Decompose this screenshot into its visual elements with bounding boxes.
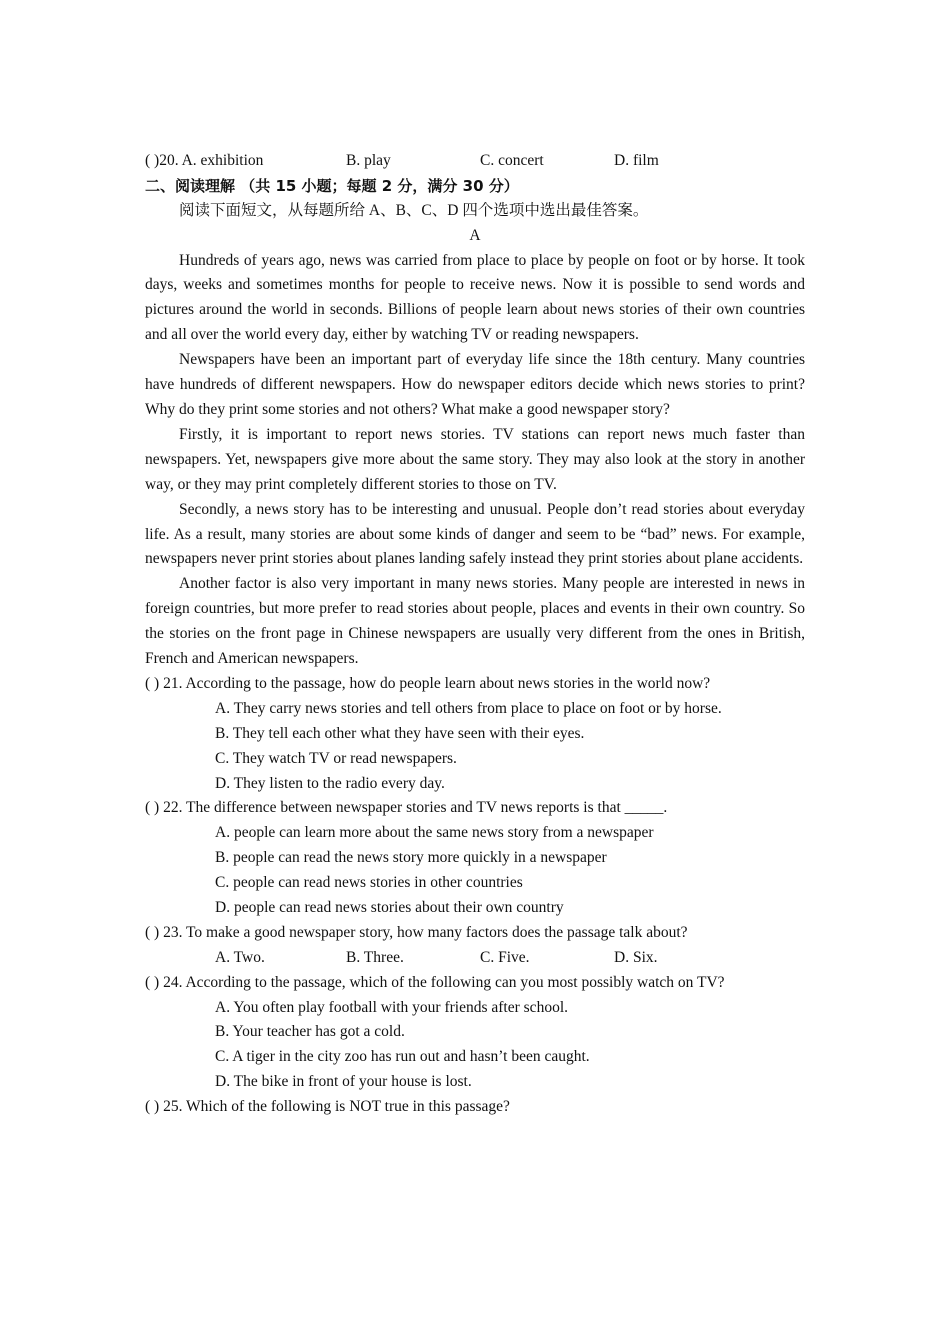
q22-option-c: C. people can read news stories in other countries bbox=[215, 874, 523, 892]
q23-option-c: C. Five. bbox=[480, 948, 530, 966]
q20-option-d: D. film bbox=[614, 152, 659, 169]
q24-stem: ( ) 24. According to the passage, which of the following can you most possibly watch on TV? bbox=[145, 973, 725, 991]
q22-option-d: D. people can read news stories about their own country bbox=[215, 898, 564, 916]
q21-option-b: B. They tell each other what they have seen with their eyes. bbox=[215, 724, 585, 742]
q20-option-c: C. concert bbox=[480, 152, 544, 169]
q25-stem: ( ) 25. Which of the following is NOT true in this passage? bbox=[145, 1098, 510, 1116]
paragraph-3: Firstly, it is important to report news stories. TV stations can report news much faster than newspapers. Yet, newspapers give more about the same story. They may also look at the story in another way, or they may print completely different stories to those on TV. bbox=[145, 425, 805, 493]
q24-option-a: A. You often play football with your friends after school. bbox=[215, 998, 568, 1016]
q23-option-a: A. Two. bbox=[215, 948, 265, 966]
q22-option-b: B. people can read the news story more quickly in a newspaper bbox=[215, 849, 607, 867]
q24-option-d: D. The bike in front of your house is lost. bbox=[215, 1073, 472, 1091]
q21-option-a: A. They carry news stories and tell others from place to place on foot or by horse. bbox=[215, 699, 722, 717]
q22-option-a: A. people can learn more about the same news story from a newspaper bbox=[215, 824, 654, 842]
instruction: 阅读下面短文，从每题所给 A、B、C、D 四个选项中选出最佳答案。 bbox=[179, 201, 649, 219]
q20-option-b: B. play bbox=[346, 152, 391, 169]
q23-option-b: B. Three. bbox=[346, 948, 404, 966]
q21-option-d: D. They listen to the radio every day. bbox=[215, 774, 445, 792]
section-heading: 二、阅读理解 （共 15 小题；每题 2 分，满分 30 分） bbox=[145, 176, 519, 195]
question-20 bbox=[145, 149, 805, 174]
q20-prefix: ( )20. A. exhibition bbox=[145, 152, 264, 169]
q21-stem: ( ) 21. According to the passage, how do people learn about news stories in the world now? bbox=[145, 674, 711, 692]
q24-option-b: B. Your teacher has got a cold. bbox=[215, 1023, 405, 1041]
q23-option-d: D. Six. bbox=[614, 948, 658, 966]
q22-stem: ( ) 22. The difference between newspaper stories and TV news reports is that _____. bbox=[145, 799, 668, 817]
paragraph-5: Another factor is also very important in many news stories. Many people are interested in news in foreign countries, but more prefer to read stories about people, places and events in their own country. So the stories on the front page in Chinese newspapers are usually very different from the ones in British, French and American newspapers. bbox=[145, 575, 805, 668]
paragraph-4: Secondly, a news story has to be interesting and unusual. People don’t read stories about everyday life. As a result, many stories are about some kinds of danger and seem to be “bad” news. For example, newspapers never print stories about planes landing safely instead they print stories about plane accidents. bbox=[145, 500, 805, 568]
q23-stem: ( ) 23. To make a good newspaper story, how many factors does the passage talk about? bbox=[145, 923, 688, 941]
exam-page bbox=[145, 149, 805, 1120]
q24-option-c: C. A tiger in the city zoo has run out and hasn’t been caught. bbox=[215, 1048, 590, 1066]
paragraph-2: Newspapers have been an important part of everyday life since the 18th century. Many countries have hundreds of different newspapers. How do newspaper editors decide which news stories to print? Why do they print some stories and not others? What make a good newspaper story? bbox=[145, 351, 805, 418]
paragraph-1: Hundreds of years ago, news was carried from place to place by people on foot or by horse. It took days, weeks and sometimes months for people to receive news. Now it is possible to send words and pictures around the world in seconds. Billions of people learn about news stories of their own countries and all over the world every day, either by watching TV or reading newspapers. bbox=[145, 251, 805, 344]
q21-option-c: C. They watch TV or read newspapers. bbox=[215, 749, 457, 767]
passage-label: A bbox=[469, 226, 481, 244]
q23-options bbox=[145, 946, 805, 971]
